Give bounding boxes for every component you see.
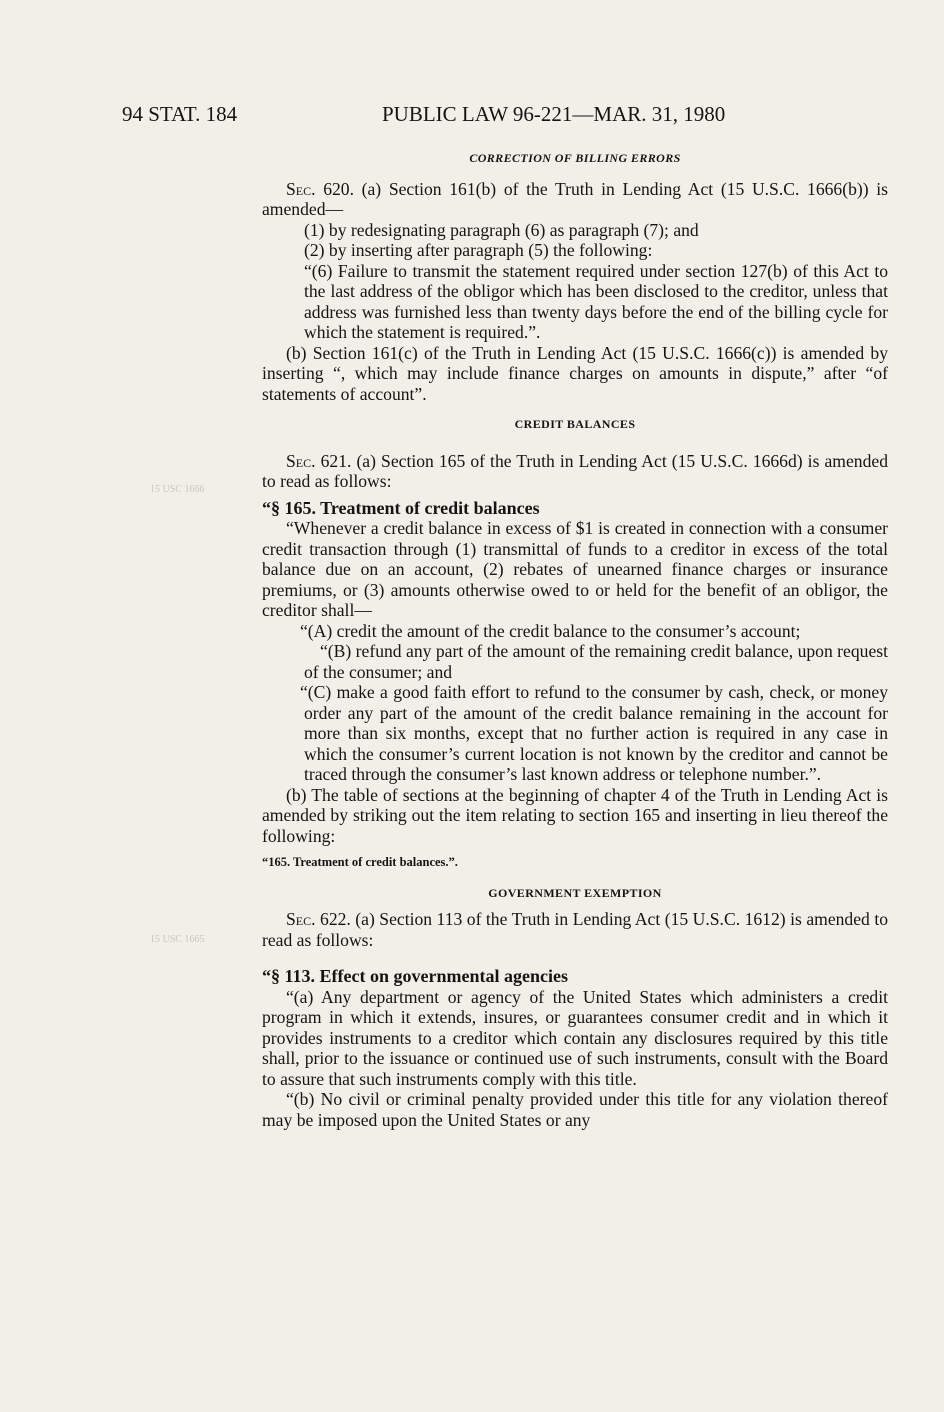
section-heading-government-exemption: GOVERNMENT EXEMPTION [488, 885, 662, 900]
sec-620-intro-text: 620. (a) Section 161(b) of the Truth in Lending Act (15 U.S.C. 1666(b)) is amended— [262, 178, 888, 219]
sec-620-item-1: (1) by redesignating paragraph (6) as paragraph (7); and [304, 219, 699, 240]
sec-165-body: “Whenever a credit balance in excess of $1 is created in connection with a consumer credit transaction through (1) transmittal of funds to a creditor in excess of the total balance due on an account, (2) rebates of unearned finance charges or insurance premiums, or (3) amounts otherwise owed to or held for the benefit of an obligor, the creditor shall— [262, 518, 888, 620]
sec-165-item-b: “(B) refund any part of the amount of the remaining credit balance, upon request of the consumer; and [304, 641, 888, 682]
table-of-sections-item: “165. Treatment of credit balances.”. [262, 855, 458, 869]
sec-622-intro [262, 909, 888, 950]
sec-621-intro [262, 451, 888, 492]
sec-622-intro-text: 622. (a) Section 113 of the Truth in Lending Act (15 U.S.C. 1612) is amended to read as follows: [262, 909, 888, 950]
sec-620-quote-6: “(6) Failure to transmit the statement required under section 127(b) of this Act to the last address of the obligor which has been disclosed to the creditor, unless that address was furnished less than twenty days before the end of the billing cycle for which the statement is required.”. [304, 260, 888, 342]
section-heading-billing-errors: CORRECTION OF BILLING ERRORS [469, 151, 681, 165]
sec-620-para-b: (b) Section 161(c) of the Truth in Lending Act (15 U.S.C. 1666(c)) is amended by inserting “, which may include finance charges on amounts in dispute,” after “of statements of account”. [262, 342, 888, 404]
document-body [262, 148, 888, 1130]
sec-621-para-b: (b) The table of sections at the beginning of chapter 4 of the Truth in Lending Act is amended by striking out the item relating to section 165 and inserting in lieu thereof the following: [262, 784, 888, 846]
sec-113-title: “§ 113. Effect on governmental agencies [262, 966, 568, 986]
sec-label: Sec. [286, 450, 316, 471]
sec-label: Sec. [286, 178, 316, 199]
sec-620-intro [262, 179, 888, 220]
section-heading-credit-balances: CREDIT BALANCES [514, 417, 636, 431]
sec-113-para-b: “(b) No civil or criminal penalty provided under this title for any violation thereof may be imposed upon the United States or any [262, 1089, 888, 1130]
statute-page-number: 94 STAT. 184 [122, 102, 238, 126]
sec-113-para-a: “(a) Any department or agency of the United States which administers a credit program in which it extends, insures, or guarantees consumer credit and in which it provides instruments to a creditor which contain any disclosures required by this title shall, prior to the issuance or continued use of such instruments, consult with the Board to assure that such instruments comply with this title. [262, 986, 888, 1089]
public-law-citation: PUBLIC LAW 96-221—MAR. 31, 1980 [382, 102, 726, 126]
margin-note-left: 15 USC 1666 [150, 484, 205, 495]
sec-621-intro-text: 621. (a) Section 165 of the Truth in Lending Act (15 U.S.C. 1666d) is amended to read as follows: [262, 450, 888, 491]
sec-165-item-c: “(C) make a good faith effort to refund to the consumer by cash, check, or money order any part of the amount of the credit balance remaining in the account for more than six months, except that no further action is required in any case in which the consumer’s current location is not known by the creditor and cannot be traced through the consumer’s last known address or telephone number.”. [300, 682, 888, 784]
sec-165-title: “§ 165. Treatment of credit balances [262, 497, 540, 518]
sec-165-item-a: “(A) credit the amount of the credit balance to the consumer’s account; [300, 620, 801, 641]
margin-note-left-2: 15 USC 1665 [150, 934, 205, 945]
sec-620-item-2: (2) by inserting after paragraph (5) the following: [304, 240, 653, 260]
sec-label: Sec. [286, 909, 316, 929]
